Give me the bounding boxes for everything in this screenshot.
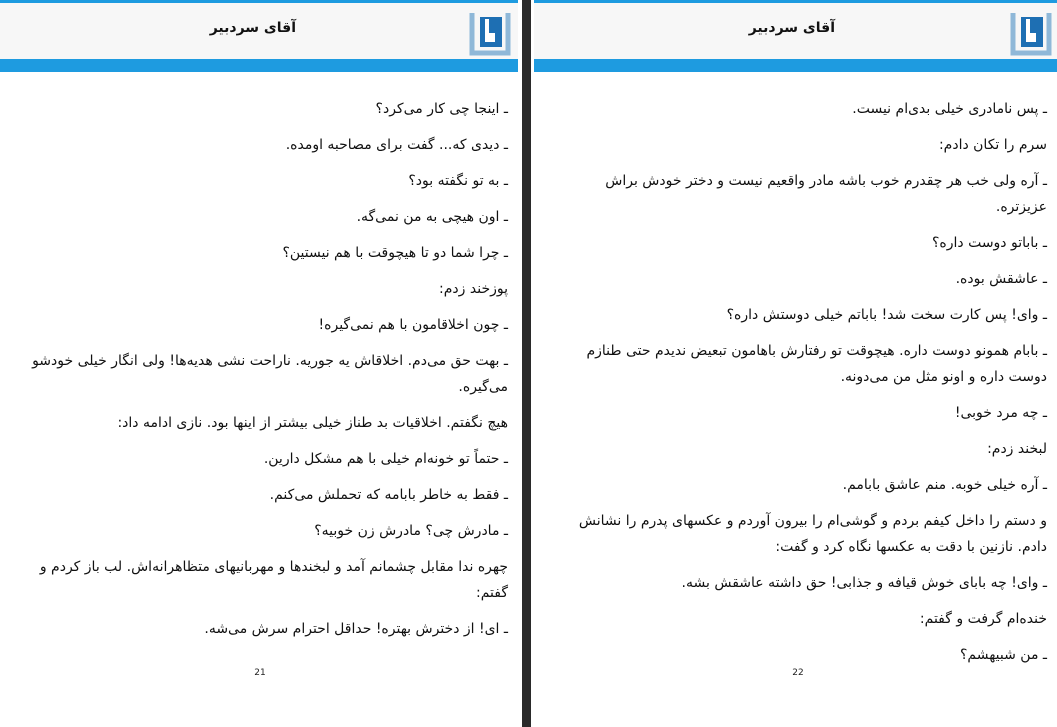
paragraph: ـ اون هیچی به من نمی‌گه. — [356, 209, 508, 225]
paragraph: ـ ای! از دخترش بهتره! حداقل احترام سرش می‌شه. — [204, 621, 508, 637]
page-header — [0, 3, 518, 59]
page-text — [557, 96, 1047, 678]
paragraph: و دستم را داخل کیفم بردم و گوشی‌ام را بیرون آوردم و عکسهای پدرم را نشانش دادم. نازنین با دقت به عکسها نگاه کرد و گفت: — [578, 513, 1047, 555]
paragraph: ـ آره خیلی خوبه. منم عاشق بابامم. — [842, 477, 1047, 493]
paragraph: ـ باباتو دوست داره؟ — [931, 235, 1047, 251]
header-blue-bar — [0, 59, 518, 72]
paragraph: ـ عاشقش بوده. — [955, 271, 1047, 287]
right-page — [534, 0, 1057, 727]
book-logo-icon — [1007, 9, 1055, 57]
page-number: 21 — [254, 668, 266, 678]
paragraph: ـ چرا شما دو تا هیچوقت با هم نیستین؟ — [282, 245, 508, 261]
paragraph: ـ چه مرد خوبی! — [954, 405, 1047, 421]
paragraph: پوزخند زدم: — [439, 281, 508, 297]
book-logo-icon — [466, 9, 514, 57]
paragraph: خنده‌ام گرفت و گفتم: — [919, 611, 1047, 627]
paragraph: ـ وای! پس کارت سخت شد! باباتم خیلی دوستش داره؟ — [726, 307, 1047, 323]
paragraph: ـ چون اخلاقامون با هم نمی‌گیره! — [318, 317, 508, 333]
paragraph: لبخند زدم: — [987, 441, 1047, 457]
paragraph: هیچ نگفتم. اخلاقیات بد طناز خیلی بیشتر از اینها بود. نازی ادامه داد: — [117, 415, 508, 431]
paragraph: ـ من شبیهشم؟ — [959, 647, 1047, 663]
header-title: آقای سردبیر — [209, 20, 296, 36]
paragraph: ـ به تو نگفته بود؟ — [408, 173, 508, 189]
left-page — [0, 0, 518, 727]
paragraph: ـ مادرش چی؟ مادرش زن خوبیه؟ — [314, 523, 508, 539]
paragraph: چهره ندا مقابل چشمانم آمد و لبخندها و مهربانیهای متظاهرانه‌اش. لب باز کردم و گفتم: — [39, 559, 508, 601]
book-spine — [522, 0, 531, 727]
paragraph: ـ بهت حق می‌دم. اخلاقاش یه جوریه. ناراحت نشی هدیه‌ها! ولی انگار خیلی خودشو می‌گیره. — [32, 353, 508, 395]
paragraph: ـ بابام همونو دوست داره. هیچوقت تو رفتارش باهامون تبعیض ندیدم حتی طنازم دوست داره و اونو مثل من می‌دونه. — [586, 343, 1047, 385]
page-number: 22 — [792, 668, 804, 678]
paragraph: ـ پس نامادری خیلی بدی‌ام نیست. — [852, 101, 1047, 117]
page-header — [534, 3, 1057, 59]
paragraph: سرم را تکان دادم: — [938, 137, 1047, 153]
paragraph: ـ آره ولی خب هر چقدرم خوب باشه مادر واقعیم نیست و دختر خودش براش عزیزتره. — [605, 173, 1047, 215]
page-text — [16, 96, 508, 652]
paragraph: ـ فقط به خاطر بابامه که تحملش می‌کنم. — [269, 487, 508, 503]
paragraph: ـ دیدی که... گفت برای مصاحبه اومده. — [285, 137, 508, 153]
paragraph: ـ حتماً تو خونه‌ام خیلی با هم مشکل دارین. — [263, 451, 508, 467]
paragraph: ـ اینجا چی کار می‌کرد؟ — [375, 101, 508, 117]
header-title: آقای سردبیر — [748, 20, 835, 36]
paragraph: ـ وای! چه بابای خوش قیافه و جذابی! حق داشته عاشقش بشه. — [681, 575, 1047, 591]
header-blue-bar — [534, 59, 1057, 72]
